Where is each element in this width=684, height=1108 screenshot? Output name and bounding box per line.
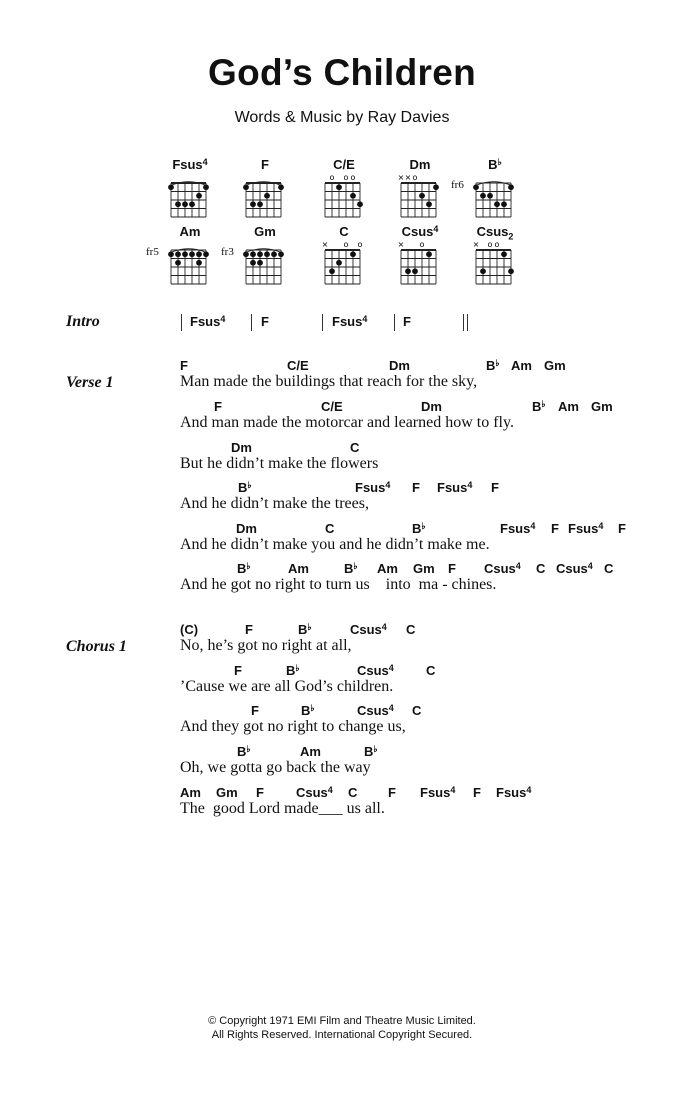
chorus-lyric-line: The good Lord made___ us all. [180,800,385,817]
verse-lyric-line: Man made the buildings that reach for the sky, [180,373,478,390]
finger-dot [473,184,479,190]
chorus-lyric-line: ’Cause we are all God’s children. [180,678,394,695]
finger-dot [182,201,188,207]
verse-lyric-line: And he got no right to turn us into ma - chines. [180,576,497,593]
chord-symbol: Gm [216,785,238,800]
chord-symbol: Fsus$^4$ [568,521,604,536]
barre-arc [171,249,206,253]
finger-dot [175,260,181,266]
chord-diagram-name: C [339,224,349,239]
chord-symbol: Csus$^4$ [357,663,394,678]
chord-symbol: Dm [236,521,257,536]
open-string-mark: o [357,240,363,249]
verse-lyric-line: But he didn’t make the flowers [180,455,379,472]
chord-symbol: F [234,663,242,678]
finger-dot [336,184,342,190]
finger-dot [250,251,256,257]
finger-dot [419,193,425,199]
chord-diagram-name: Am [179,224,201,239]
chord-diagram-name: Gm [254,224,276,239]
intro-chord: Fsus$^4$ [332,314,368,329]
chord-diagram-am [146,224,222,284]
finger-dot [257,201,263,207]
chord-symbol: C [536,561,546,576]
rights-line: All Rights Reserved. International Copyright Secured. [211,1029,473,1041]
finger-dot [480,268,486,274]
finger-dot [405,268,411,274]
finger-dot [508,268,514,274]
chord-symbol: F [388,785,396,800]
chorus-lyric-line: No, he’s got no right at all, [180,637,352,654]
verse-lyric-line: And man made the motorcar and learned how to fly. [180,414,514,431]
chord-symbol: Am [558,399,579,414]
copyright-footer [0,1014,684,1042]
chord-symbol: Csus$^4$ [357,703,394,718]
verse-label: Verse 1 [66,374,114,391]
chord-symbol: F [491,480,499,495]
chorus-lyric-line: Oh, we gotta go back the way [180,759,371,776]
finger-dot [329,268,335,274]
finger-dot [508,184,514,190]
finger-dot [278,184,284,190]
muted-string-mark: × [404,173,412,182]
chord-symbol: F [245,622,253,637]
fret-position-label: fr6 [451,179,464,191]
barline [181,314,182,331]
finger-dot [257,260,263,266]
verse-lyric-line: And he didn’t make you and he didn’t make me. [180,536,490,553]
open-string-mark: o [412,173,418,182]
song-title: God’s Children [207,52,476,93]
chord-symbol: Fsus$^4$ [496,785,532,800]
fretboard-grid [233,173,297,221]
chord-symbol: Fsus$^4$ [500,521,536,536]
chord-symbol: (C) [180,622,199,637]
finger-dot [426,201,432,207]
chord-diagram-name: Fsus$^4$ [172,157,208,172]
barline [394,314,395,331]
intro-label: Intro [66,313,100,330]
finger-dot [175,201,181,207]
chord-symbol: F [618,521,626,536]
chord-symbol: Csus$^4$ [484,561,521,576]
fretboard-grid [463,240,527,288]
barline [322,314,323,331]
chord-symbol: F [214,399,222,414]
chord-symbol: F [256,785,264,800]
finger-dot [250,260,256,266]
finger-dot [412,268,418,274]
finger-dot [196,260,202,266]
fretboard-grid [312,240,376,288]
chord-symbol: Dm [231,440,252,455]
muted-string-mark: × [472,240,480,249]
chord-symbol: F [180,358,188,373]
finger-dot [257,251,263,257]
intro-chord-row [0,314,684,332]
chord-symbol: Am [300,744,321,759]
finger-dot [196,251,202,257]
finger-dot [487,193,493,199]
final-barline [467,314,468,331]
finger-dot [264,193,270,199]
chord-symbol: Am [511,358,532,373]
intro-chord: F [261,314,269,329]
fretboard-grid [388,240,452,288]
chord-symbol: Dm [421,399,442,414]
chorus-lyric-line: And they got no right to change us, [180,718,406,735]
fretboard-grid [463,173,527,221]
chord-diagram-f [233,157,297,217]
chord-symbol: Am [288,561,309,576]
chord-symbol: F [251,703,259,718]
chord-symbol: B♭ [286,663,300,678]
finger-dot [203,184,209,190]
finger-dot [501,201,507,207]
chord-symbol: Fsus$^4$ [420,785,456,800]
chord-symbol: Am [180,785,201,800]
open-string-mark: o [494,240,500,249]
chord-symbol: Csus$^4$ [350,622,387,637]
intro-chord: F [403,314,411,329]
chord-symbol: C [412,703,422,718]
open-string-mark: o [419,240,425,249]
chord-symbol: Csus$^4$ [296,785,333,800]
chord-symbol: Gm [591,399,613,414]
open-string-mark: o [343,240,349,249]
chord-symbol: C/E [321,399,343,414]
chord-symbol: F [551,521,559,536]
fretboard-grid [312,173,376,221]
fretboard-grid [388,173,452,221]
chord-symbol: Gm [413,561,435,576]
chord-diagram-ce [312,157,376,217]
chord-diagram-name: Csus$_2$ [476,224,514,242]
muted-string-mark: × [397,240,405,249]
chord-diagram-name: C/E [333,157,355,172]
chord-symbol: C [348,785,358,800]
chord-symbol: B♭ [298,622,312,637]
chord-symbol: B♭ [532,399,546,414]
chord-diagram-name: Csus$^4$ [401,224,439,239]
finger-dot [203,251,209,257]
finger-dot [168,251,174,257]
finger-dot [480,193,486,199]
chord-symbol: C [406,622,416,637]
finger-dot [278,251,284,257]
finger-dot [350,251,356,257]
chord-diagram-c [312,224,376,284]
open-string-mark: o [487,240,493,249]
finger-dot [250,201,256,207]
finger-dot [426,251,432,257]
chord-symbol: B♭ [238,480,252,495]
finger-dot [196,193,202,199]
chord-symbol: C [350,440,360,455]
finger-dot [357,201,363,207]
finger-dot [264,251,270,257]
chord-symbol: Fsus$^4$ [355,480,391,495]
finger-dot [243,184,249,190]
chord-symbol: B♭ [237,561,251,576]
finger-dot [271,251,277,257]
finger-dot [189,251,195,257]
barre-arc [476,182,511,186]
chord-diagram-dm [388,157,452,217]
chord-symbol: C [325,521,335,536]
finger-dot [350,193,356,199]
chord-diagram-gm [221,224,297,284]
chord-symbol: Am [377,561,398,576]
chorus-label: Chorus 1 [66,638,127,655]
finger-dot [336,260,342,266]
open-string-mark: o [329,173,335,182]
chord-symbol: F [448,561,456,576]
copyright-line: © Copyright 1971 EMI Film and Theatre Music Limited. [208,1015,476,1027]
finger-dot [189,201,195,207]
fret-position-label: fr3 [221,246,234,258]
finger-dot [494,201,500,207]
chord-diagram-fsus4 [158,157,222,217]
chord-symbol: C [426,663,436,678]
muted-string-mark: × [397,173,405,182]
chord-diagram-csus2 [463,224,527,284]
finger-dot [182,251,188,257]
chord-symbol: B♭ [412,521,426,536]
fretboard-grid [233,240,297,288]
chord-symbol: Csus$^4$ [556,561,593,576]
open-string-mark: o [343,173,349,182]
chord-diagram-b [451,157,527,217]
barre-arc [246,249,281,253]
finger-dot [175,251,181,257]
chord-symbol: B♭ [364,744,378,759]
fretboard-grid [158,240,222,288]
chord-diagram-name: Dm [409,157,431,172]
finger-dot [168,184,174,190]
chord-symbol: B♭ [301,703,315,718]
chord-symbol: B♭ [344,561,358,576]
chord-symbol: C/E [287,358,309,373]
song-credit: Words & Music by Ray Davies [234,109,450,126]
finger-dot [433,184,439,190]
chord-symbol: Fsus$^4$ [437,480,473,495]
fret-position-label: fr5 [146,246,159,258]
intro-chord: Fsus$^4$ [190,314,226,329]
chord-symbol: B♭ [486,358,500,373]
finger-dot [501,251,507,257]
chord-symbol: Dm [389,358,410,373]
muted-string-mark: × [321,240,329,249]
chord-diagram-name: B♭ [488,157,502,172]
verse-lyric-line: And he didn’t make the trees, [180,495,369,512]
chord-symbol: B♭ [237,744,251,759]
chord-symbol: F [412,480,420,495]
chord-symbol: Gm [544,358,566,373]
open-string-mark: o [350,173,356,182]
chord-diagram-csus4 [388,224,452,284]
finger-dot [243,251,249,257]
chord-symbol: C [604,561,614,576]
barline [251,314,252,331]
chord-symbol: F [473,785,481,800]
fretboard-grid [158,173,222,221]
chord-diagram-name: F [261,157,269,172]
final-barline [463,314,464,331]
